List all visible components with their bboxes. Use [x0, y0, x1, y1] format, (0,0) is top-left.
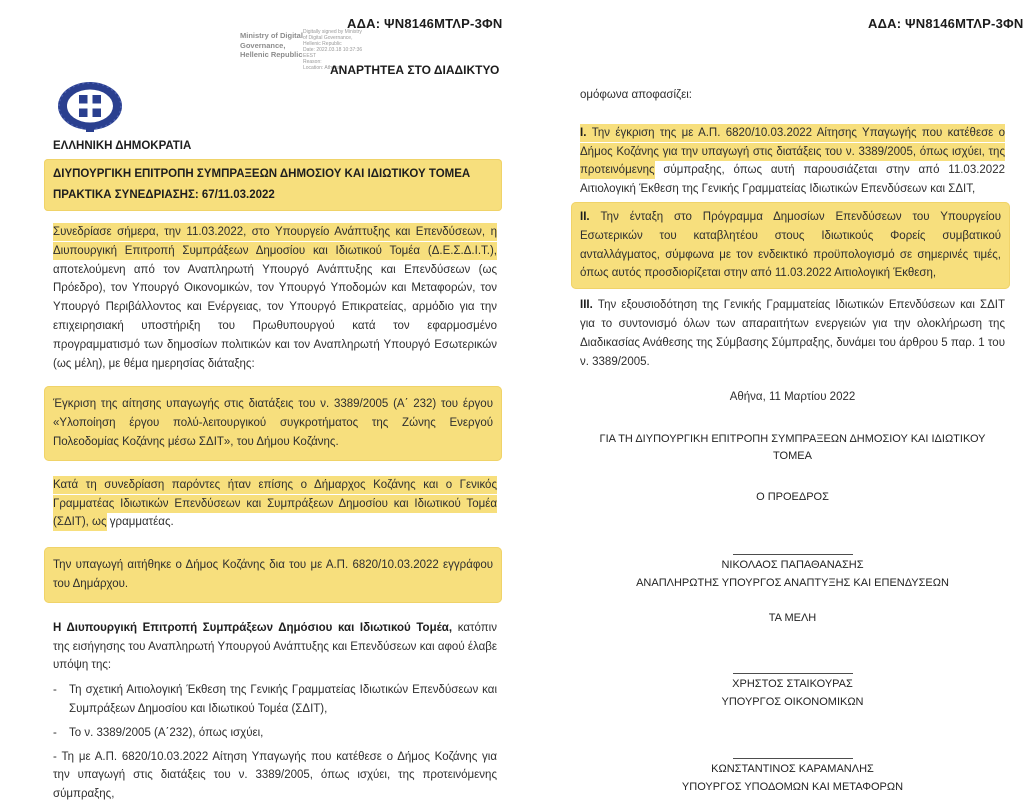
page-right — [580, 80, 1005, 796]
ministry-stamp-line: Governance, — [240, 40, 286, 50]
signature-line — [733, 673, 853, 674]
highlight-span — [53, 223, 497, 260]
president-title: ΑΝΑΠΛΗΡΩΤΗΣ ΥΠΟΥΡΓΟΣ ΑΝΑΠΤΥΞΗΣ ΚΑΙ ΕΠΕΝΔΥΣΕΩΝ — [636, 577, 949, 590]
list-item — [53, 748, 497, 804]
decision-item-1-number: I. — [580, 126, 587, 139]
decision-item-3-text: Την εξουσιοδότηση της Γενικής Γραμματείας Ιδιωτικών Επενδύσεων και ΣΔΙΤ για το συντονισμό όλων των απαραιτήτων ενεργειών για την ολοκλήρωση της Διαδικασίας Ανάθεσης της Σύμβασης Σύμπραξης, δυνάμει του άρθρου 5 παρ. 1 του ν. 3389/2005. — [580, 299, 1006, 368]
list-item — [53, 724, 497, 743]
considerations-list — [53, 681, 497, 804]
decision-item-1-highlighted: Την έγκριση της με Α.Π. 6820/10.03.2022 Αίτησης Υπαγωγής που κατέθεσε ο Δήμος Κοζάνης για την υπαγωγή στις διατάξεις του ν. 3389/2005, όπως ισχύει, της προτεινόμενης — [580, 126, 1005, 177]
committee-decision-intro-bold: Η Διυπουργική Επιτροπή Συμπράξεων Δημόσιου και Ιδιωτικού Τομέα, — [53, 621, 453, 634]
committee-heading: ΔΙΥΠΟΥΡΓΙΚΗ ΕΠΙΤΡΟΠΗ ΣΥΜΠΡΑΞΕΩΝ ΔΗΜΟΣΙΟΥ ΚΑΙ ΙΔΙΩΤΙΚΟΥ ΤΟΜΕΑ — [53, 168, 471, 180]
attendees-paragraph-rest: γραμματέας. — [109, 516, 174, 529]
ministry-stamp-line: Hellenic Republic — [240, 50, 303, 59]
members-label: ΤΑ ΜΕΛΗ — [768, 612, 817, 625]
ada-code-right: ΑΔΑ: ΨΝ8146ΜΤΛΡ-3ΦΝ — [868, 16, 1024, 31]
committee-decision-intro-rest: κατόπιν της εισήγησης του Αναπληρωτή Υπουργού Ανάπτυξης και Επενδύσεων και αφού έλαβε υπόψη της: — [53, 621, 497, 672]
member-1-title: ΥΠΟΥΡΓΟΣ ΟΙΚΟΝΟΜΙΚΩΝ — [721, 696, 864, 709]
for-committee-label: ΓΙΑ ΤΗ ΔΙΥΠΟΥΡΓΙΚΗ ΕΠΙΤΡΟΠΗ ΣΥΜΠΡΑΞΕΩΝ ΔΗΜΟΣΙΟΥ ΚΑΙ ΙΔΙΩΤΙΚΟΥ ΤΟΜΕΑ — [599, 433, 986, 463]
decision-item-2-highlight — [571, 202, 1010, 289]
request-paragraph: Την υπαγωγή αιτήθηκε ο Δήμος Κοζάνης δια του με Α.Π. 6820/10.03.2022 εγγράφου του Δημάρχου. — [53, 559, 493, 590]
dash-marker: - — [53, 684, 57, 697]
list-item-text: Τη με Α.Π. 6820/10.03.2022 Αίτηση Υπαγωγής που κατέθεσε ο Δήμος Κοζάνης για την υπαγωγή στις διατάξεις του ν. 3389/2005, όπως ισχύει, της προτεινόμενης σύμπραξης, — [53, 750, 497, 801]
member-2-name: ΚΩΝΣΤΑΝΤΙΝΟΣ ΚΑΡΑΜΑΝΛΗΣ — [711, 763, 874, 776]
signature-line — [733, 758, 853, 759]
member-2-title: ΥΠΟΥΡΓΟΣ ΥΠΟΔΟΜΩΝ ΚΑΙ ΜΕΤΑΦΟΡΩΝ — [681, 781, 904, 794]
ada-code-left: ΑΔΑ: ΨΝ8146ΜΤΛΡ-3ΦΝ — [347, 16, 503, 31]
signature-detail-line: Reason: — [303, 59, 322, 65]
session-paragraph-highlighted: Συνεδρίασε σήμερα, την 11.03.2022, στο Υπουργείο Ανάπτυξης και Επενδύσεων, η Διυπουργική Επιτροπή Συμπράξεων Δημοσίου και Ιδιωτικού Τομέα (Δ.Ε.Σ.Δ.Ι.Τ.), — [53, 226, 497, 257]
approval-subject-paragraph: Έγκριση της αίτησης υπαγωγής στις διατάξεις του ν. 3389/2005 (Α΄ 232) του έργου «Υλοποίηση έργου πολύ-λειτουργικού συγκροτήματος της Ζώνης Ενεργού Πολεοδομίας Κοζάνης μέσω ΣΔΙΤ», του Δήμου Κοζάνης. — [53, 398, 493, 448]
decision-item-1-rest: σύμπραξης, όπως αυτή παρουσιάζεται στην από 11.03.2022 Αιτιολογική Έκθεση της Γενικής Γραμματείας Ιδιωτικών Επενδύσεων και ΣΔΙΤ, — [580, 164, 1005, 196]
attendees-paragraph-highlighted: Κατά τη συνεδρίαση παρόντες ήταν επίσης ο Δήμαρχος Κοζάνης και ο Γενικός Γραμματέας Ιδιωτικών Επενδύσεων και Συμπράξεων Δημοσίου και Ιδιωτικού Τομέα (ΣΔΙΤ), ως — [53, 478, 497, 529]
request-paragraph-highlight — [44, 547, 502, 603]
decision-item-2 — [580, 208, 1001, 283]
decides-label: ομόφωνα αποφασίζει: — [580, 89, 692, 101]
president-name: ΝΙΚΟΛΑΟΣ ΠΑΠΑΘΑΝΑΣΗΣ — [721, 559, 864, 572]
signature-line — [733, 554, 853, 555]
signature-detail-line: EEST — [303, 53, 317, 59]
session-paragraph-rest: αποτελούμενη από τον Αναπληρωτή Υπουργό Ανάπτυξης και Επενδύσεων (ως Πρόεδρο), τον Υπουργό Οικονομικών, τον Υπουργό Υποδομών και Μεταφορών, τον Υπουργό Περιβάλλοντος και Ενέργειας, τον Υπουργό Επικρατείας, αρμόδιο για την επιχειρησιακή υποστήριξη του Πρωθυπουργού κατά τον εφαρμοσμένο προγραμματισμό των δημοσίων πολιτικών και τον Αναπληρωτή Υπουργό Εσωτερικών (ως μέλη), με θέμα ημερησίας διάταξης: — [53, 263, 497, 370]
hellenic-republic-label: ΕΛΛΗΝΙΚΗ ΔΗΜΟΚΡΑΤΙΑ — [53, 140, 192, 152]
dash-marker: - — [53, 726, 57, 739]
ministry-stamp — [240, 31, 303, 60]
committee-decision-intro — [53, 619, 497, 675]
list-item — [53, 681, 497, 719]
member-1-name: ΧΡΗΣΤΟΣ ΣΤΑΙΚΟΥΡΑΣ — [732, 678, 853, 691]
signature-detail-line: Date: 2022.03.18 10:37:36 — [303, 47, 363, 53]
committee-heading-highlight — [44, 159, 502, 211]
page-left — [53, 80, 497, 804]
list-item-text: Το ν. 3389/2005 (Α΄232), όπως ισχύει, — [69, 726, 264, 739]
approval-subject-highlight — [44, 386, 502, 460]
decision-item-3-number: III. — [580, 299, 593, 312]
session-paragraph — [53, 223, 497, 373]
greek-national-emblem-icon — [55, 80, 497, 136]
signature-detail-line: of Digital Governance, — [303, 35, 353, 41]
list-item-text: Τη σχετική Αιτιολογική Έκθεση της Γενικής Γραμματείας Ιδιωτικών Επενδύσεων και Συμπράξεων Δημοσίου και Ιδιωτικού Τομέα (ΣΔΙΤ), — [69, 684, 497, 715]
ministry-stamp-line: Ministry of Digital — [240, 31, 303, 40]
dash-marker: - — [53, 750, 57, 763]
decision-item-3 — [580, 296, 1005, 371]
signature-detail-line: Location: Athens — [303, 65, 340, 71]
attendees-paragraph — [53, 476, 497, 532]
decision-item-1 — [580, 124, 1005, 199]
decision-item-2-text: Την ένταξη στο Πρόγραμμα Δημοσίων Επενδύσεων του Υπουργείου Εσωτερικών του καταβλητέου στους Ιδιωτικούς Φορείς συμβατικού ανταλλάγματος, σύμφωνα με τον ενδεικτικό προϋπολογισμό σε σημερινές τιμές, όπως αυτός προσδιορίζεται στην από 11.03.2022 Αιτιολογική Έκθεση, — [580, 210, 1001, 280]
president-label: Ο ΠΡΟΕΔΡΟΣ — [756, 491, 829, 504]
signature-detail-line: Digitally signed by Ministry — [303, 29, 362, 35]
anartitea-label: ΑΝΑΡΤΗΤΕΑ ΣΤΟ ΔΙΑΔΙΚΤΥΟ — [330, 63, 500, 77]
place-date: Αθήνα, 11 Μαρτίου 2022 — [729, 391, 856, 404]
decision-item-2-number: II. — [580, 210, 590, 223]
signature-detail-line: Hellenic Republic — [303, 41, 342, 47]
minutes-heading: ΠΡΑΚΤΙΚΑ ΣΥΝΕΔΡΙΑΣΗΣ: 67/11.03.2022 — [53, 189, 275, 201]
